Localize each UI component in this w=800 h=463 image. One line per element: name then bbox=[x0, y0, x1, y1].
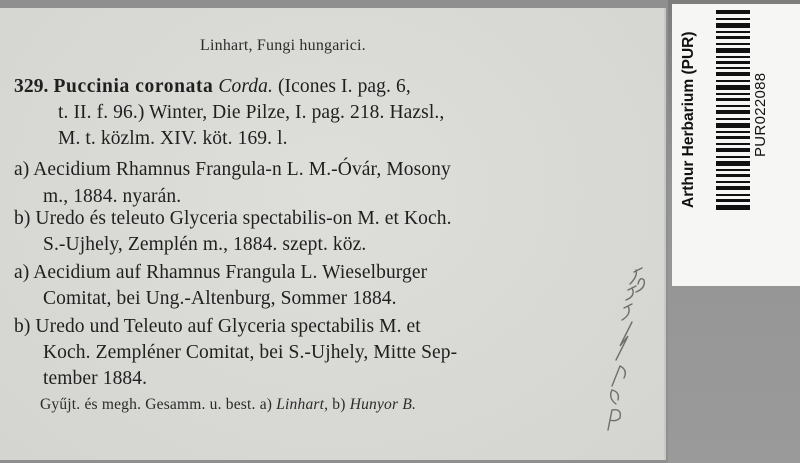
locality-line: tember 1884. bbox=[43, 368, 148, 389]
locality-line: S.-Ujhely, Zemplén m., 1884. szept. köz. bbox=[43, 234, 367, 255]
species-author: Corda. bbox=[218, 76, 273, 97]
exsiccata-number: 329. bbox=[14, 76, 49, 97]
locality-line: Comitat, bei Ung.-Altenburg, Sommer 1884. bbox=[43, 288, 397, 309]
locality-line: m., 1884. nyarán. bbox=[43, 186, 182, 207]
locality-line: a) Aecidium Rhamnus Frangula-n L. M.-Óvár, Mosony bbox=[14, 159, 451, 180]
herbarium-name: Arthur Herbarium (PUR) bbox=[680, 31, 697, 208]
locality-line: b) Uredo és teleuto Glyceria spectabilis-on M. et Koch. bbox=[14, 208, 452, 229]
citation-line: M. t. közlm. XIV. köt. 169. l. bbox=[58, 128, 288, 149]
label-header: Linhart, Fungi hungarici. bbox=[200, 37, 366, 54]
citation-line: t. II. f. 96.) Winter, Die Pilze, I. pag. 218. Hazsl., bbox=[58, 102, 445, 123]
handwritten-accession-note bbox=[598, 262, 658, 432]
barcode-number: PUR022088 bbox=[752, 72, 769, 157]
locality-line: Koch. Zempléner Comitat, bei S.-Ujhely, Mitte Sep- bbox=[43, 342, 458, 363]
collector-prefix: Gyűjt. és megh. Gesamm. u. best. a) bbox=[40, 396, 277, 413]
collector-b: Hunyor B. bbox=[349, 396, 417, 413]
collector-a: Linhart, bbox=[276, 396, 329, 413]
species-line bbox=[14, 76, 411, 98]
barcode-graphic bbox=[716, 10, 750, 210]
collector-mid: b) bbox=[328, 396, 350, 413]
locality-line: b) Uredo und Teleuto auf Glyceria spectabilis M. et bbox=[14, 316, 421, 337]
species-name: Puccinia coronata bbox=[53, 76, 214, 97]
collector-line bbox=[40, 396, 416, 414]
locality-line: a) Aecidium auf Rhamnus Frangula L. Wieselburger bbox=[14, 262, 428, 283]
citation-text: (Icones I. pag. 6, bbox=[272, 76, 411, 97]
